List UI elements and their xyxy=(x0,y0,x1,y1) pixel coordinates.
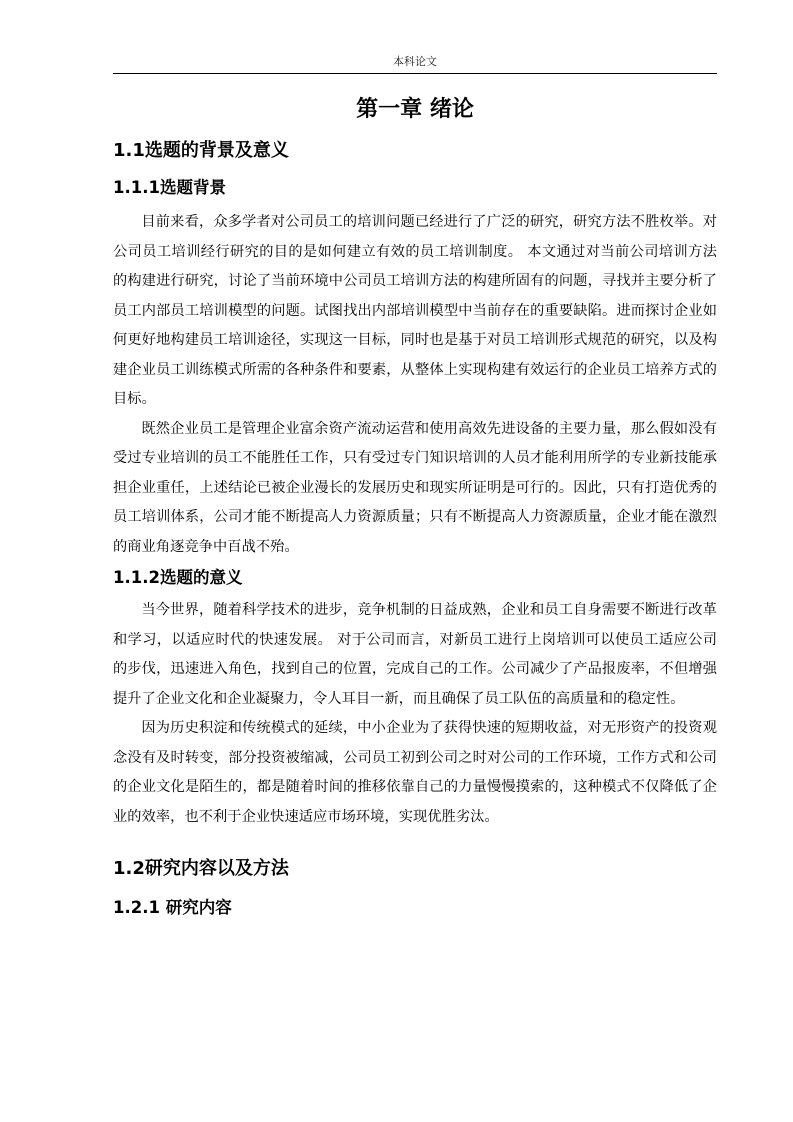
section-heading-1-1: 1.1选题的背景及意义 xyxy=(113,140,289,161)
subsection-heading-1-1-2: 1.1.2选题的意义 xyxy=(113,568,243,587)
subsection-heading-1-2-1: 1.2.1 研究内容 xyxy=(113,898,232,917)
subsection-heading-1-1-1: 1.1.1选题背景 xyxy=(113,178,226,197)
paragraph-significance-2: 因为历史积淀和传统模式的延续，中小企业为了获得快速的短期收益，对无形资产的投资观念没有及时转变，部分投资被缩减，公司员工初到公司之时对公司的工作环境，工作方式和公司的企业文化是陌生的，都是随着时间的推移依靠自己的力量慢慢摸索的，这种模式不仅降低了企业的效率，也不利于企业快速适应市场环境，实现优胜劣汰。 xyxy=(113,720,717,825)
document-body xyxy=(113,92,717,922)
paragraph-background-2: 既然企业员工是管理企业富余资产流动运营和使用高效先进设备的主要力量，那么假如没有受过专业培训的员工不能胜任工作，只有受过专门知识培训的人员才能利用所学的专业新技能承担企业重任，上述结论已被企业漫长的发展历史和现实所证明是可行的。因此，只有打造优秀的员工培训体系，公司才能不断提高人力资源质量；只有不断提高人力资源质量，企业才能在激烈的商业角逐竞争中百战不殆。 xyxy=(113,420,717,555)
paragraph-significance-1: 当今世界，随着科学技术的进步，竞争机制的日益成熟，企业和员工自身需要不断进行改革和学习，以适应时代的快速发展。 对于公司而言，对新员工进行上岗培训可以使员工适应公司的步伐，迅速进入角色，找到自己的位置，完成自己的工作。公司减少了产品报废率，不但增强提升了企业文化和企业凝聚力，令人耳目一新，而且确保了员工队伍的高质量和的稳定性。 xyxy=(113,602,717,707)
section-heading-1-2: 1.2研究内容以及方法 xyxy=(113,858,289,879)
chapter-title: 第一章 绪论 xyxy=(356,97,474,122)
header-divider xyxy=(113,73,717,74)
paragraph-background-1: 目前来看，众多学者对公司员工的培训问题已经进行了广泛的研究，研究方法不胜枚举。对公司员工培训经行研究的目的是如何建立有效的员工培训制度。 本文通过对当前公司培训方法的构建进行研究，讨论了当前环境中公司员工培训方法的构建所固有的问题，寻找并主要分析了员工内部员工培训模型的问题。试图找出内部培训模型中当前存在的重要缺陷。进而探讨企业如何更好地构建员工培训途径，实现这一目标，同时也是基于对员工培训形式规范的研究，以及构建企业员工训练模式所需的各种条件和要素，从整体上实现构建有效运行的企业员工培养方式的目标。 xyxy=(113,214,717,407)
page-header: 本科论文 xyxy=(393,55,437,68)
